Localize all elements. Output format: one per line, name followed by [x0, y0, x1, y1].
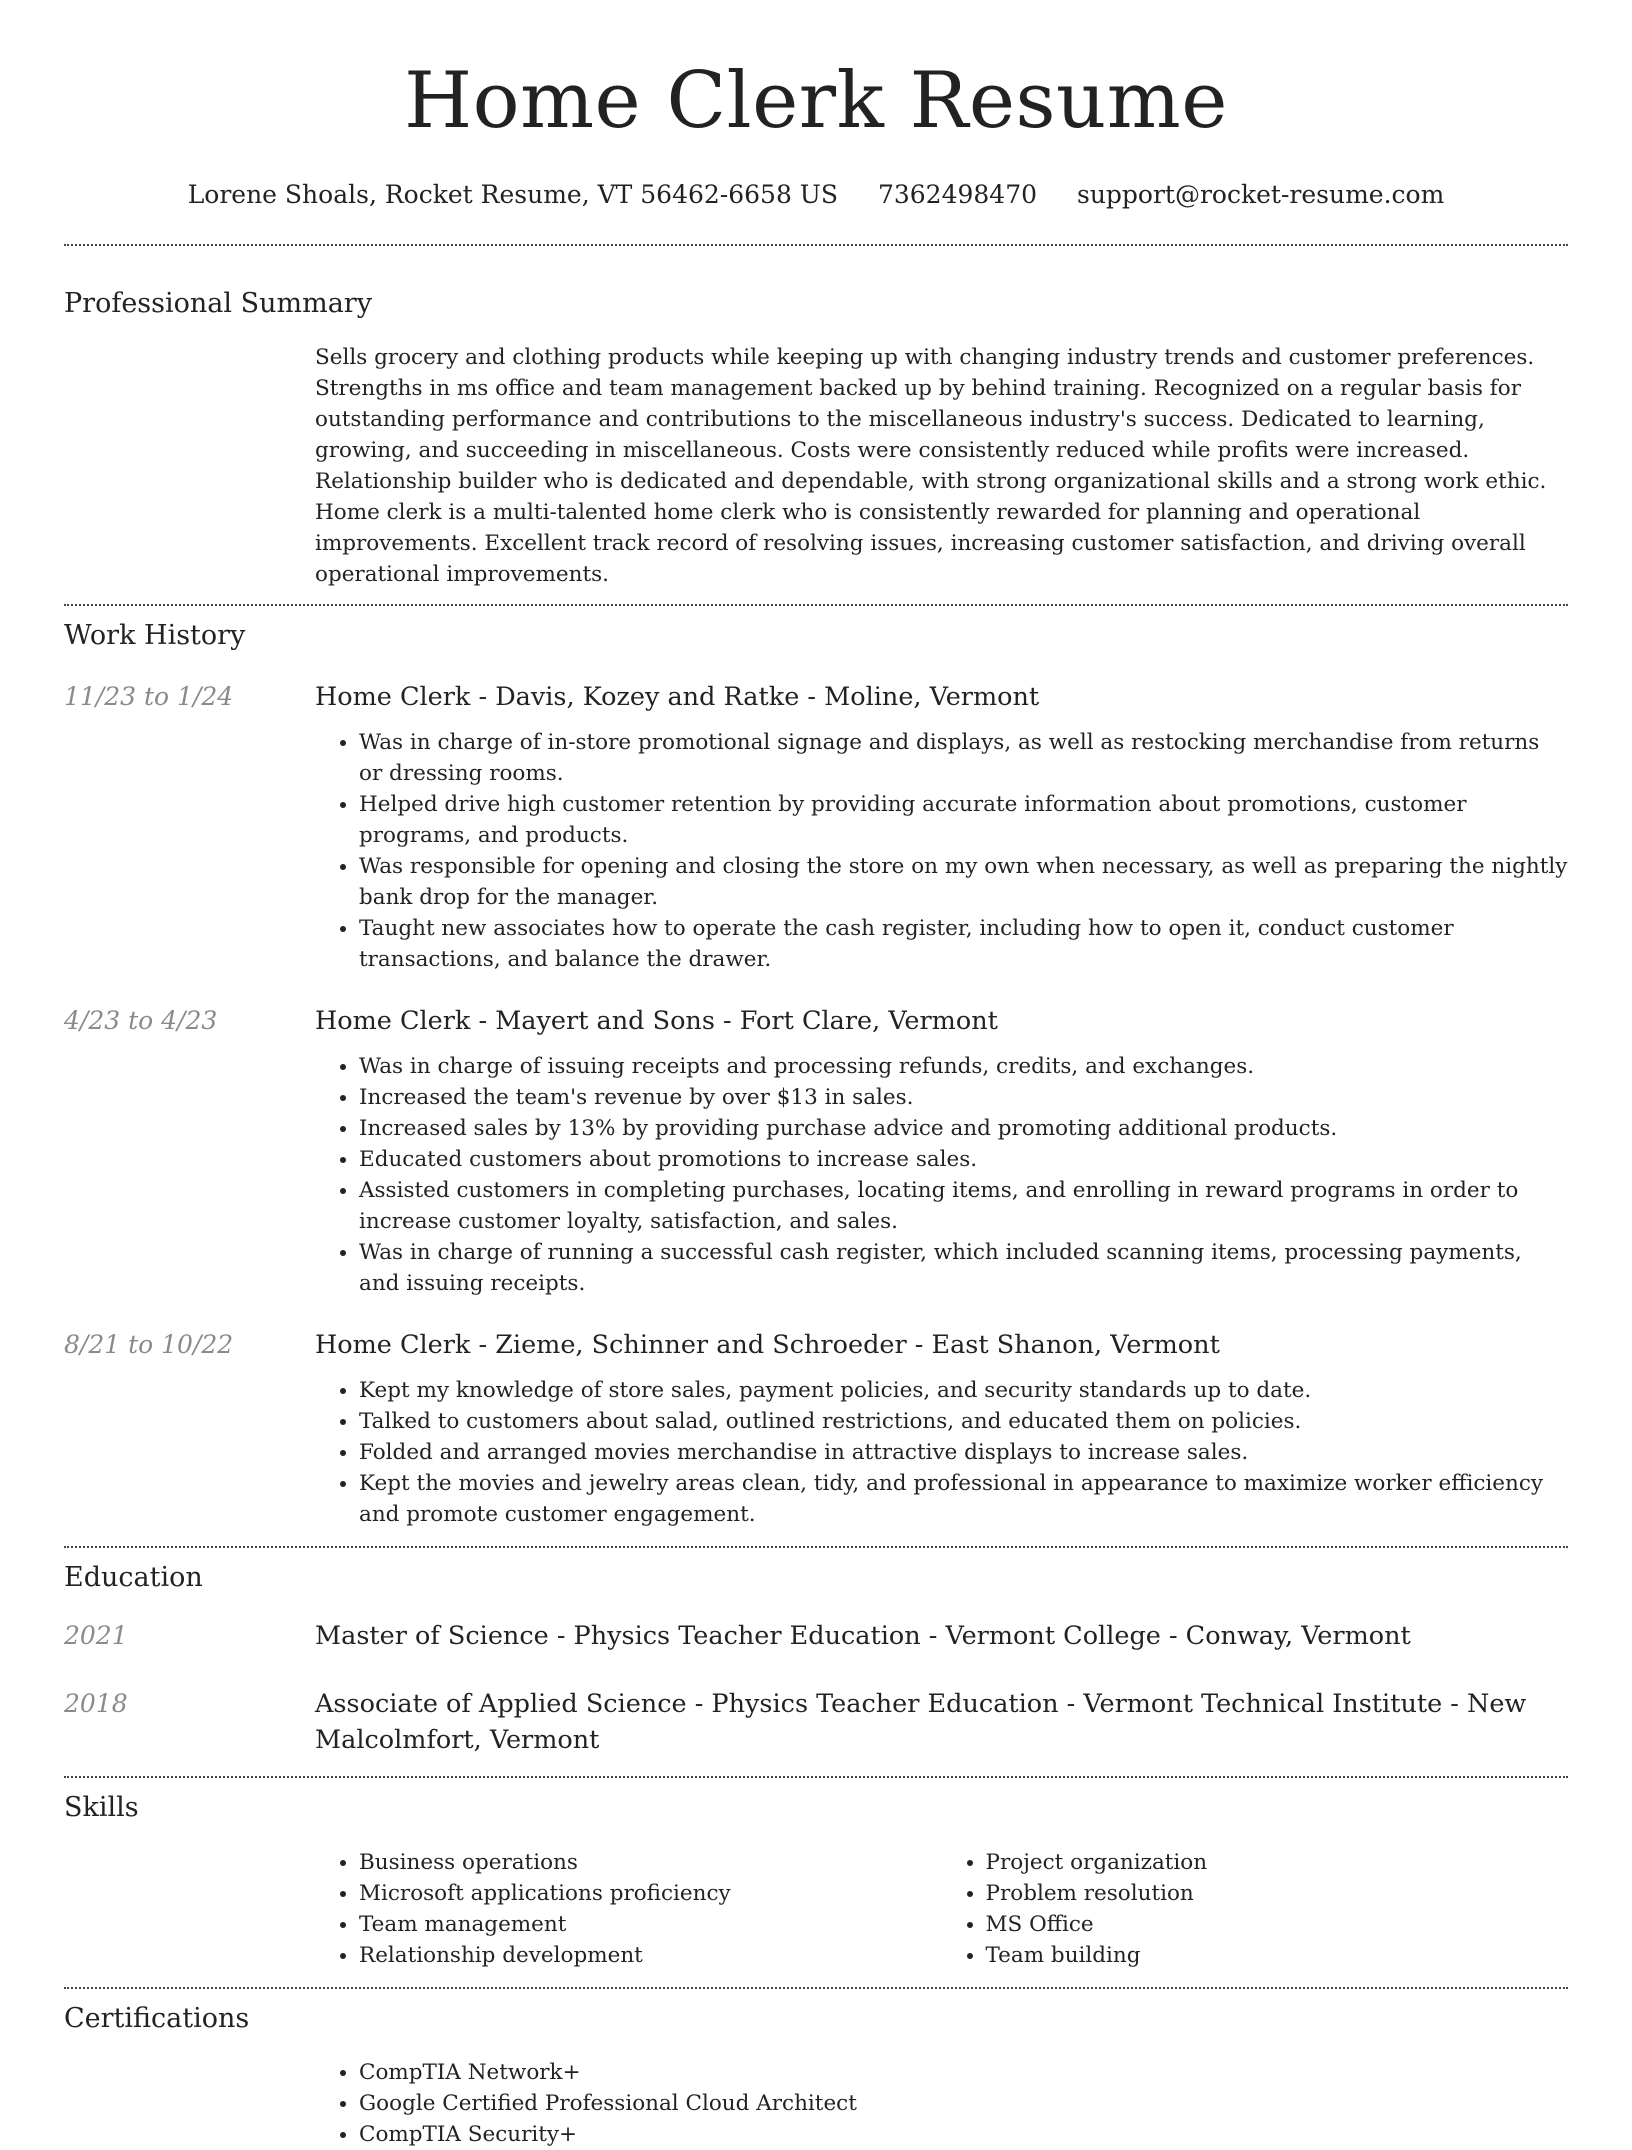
job-bullets	[315, 727, 1568, 975]
education-title: Associate of Applied Science - Physics Teacher Education - Vermont Technical Institute - New Malcolmfort, Vermont	[315, 1689, 1527, 1756]
job-bullet: • Kept my knowledge of store sales, payment policies, and security standards up to date.	[359, 1375, 1568, 1406]
job-entry	[64, 679, 1568, 975]
job-dates: 8/21 to 10/22	[64, 1329, 234, 1359]
education-section	[64, 1548, 1568, 1776]
contact-email: support@rocket-resume.com	[1076, 180, 1445, 209]
job-bullet: • Taught new associates how to operate the cash register, including how to open it, conduct customer transactions, and balance the drawer.	[359, 913, 1568, 975]
skills-section	[64, 1778, 1568, 1986]
work-section	[64, 606, 1568, 1545]
job-bullet: • Folded and arranged movies merchandise in attractive displays to increase sales.	[359, 1437, 1568, 1468]
education-entry	[64, 1686, 1568, 1776]
certification-item: • CompTIA Network+	[359, 2057, 1568, 2088]
job-content	[315, 1327, 1568, 1530]
job-bullet: • Was in charge of issuing receipts and processing refunds, credits, and exchanges.	[359, 1051, 1568, 1082]
job-bullets	[315, 1051, 1568, 1299]
job-bullet: • Kept the movies and jewelry areas clean, tidy, and professional in appearance to maximize worker efficiency and promote customer engagement.	[359, 1468, 1568, 1530]
resume-title: Home Clerk Resume	[404, 56, 1228, 146]
education-entry	[64, 1618, 1568, 1654]
certification-item: • Google Certified Professional Cloud Architect	[359, 2088, 1568, 2119]
job-bullet: • Helped drive high customer retention by providing accurate information about promotions, customer programs, and products.	[359, 789, 1568, 851]
contact-address: Lorene Shoals, Rocket Resume, VT 56462-6658 US	[187, 180, 839, 209]
summary-text: Sells grocery and clothing products while keeping up with changing industry trends and customer preferences. Strengths in ms office and team management backed up by behind training. Recognized on a regular basis for outstanding performance and contributions to the miscellaneous industry's success. Dedicated to learning, growing, and succeeding in miscellaneous. Costs were consistently reduced while profits were increased. Relationship builder who is dedicated and dependable, with strong organizational skills and a strong work ethic. Home clerk is a multi-talented home clerk who is consistently rewarded for planning and operational improvements. Excellent track record of resolving issues, increasing customer satisfaction, and driving overall operational improvements.	[315, 345, 1547, 588]
skill-item: • Team management	[359, 1909, 942, 1940]
certifications-heading: Certifications	[64, 2002, 250, 2034]
work-heading: Work History	[64, 620, 246, 652]
skills-list-left	[315, 1847, 942, 1971]
education-year: 2021	[64, 1621, 128, 1651]
resume-page	[64, 0, 1568, 2150]
job-entry	[64, 1003, 1568, 1299]
education-content	[315, 1618, 1568, 1654]
skill-item: • Problem resolution	[986, 1878, 1569, 1909]
skill-item: • MS Office	[986, 1909, 1569, 1940]
summary-section	[64, 246, 1568, 604]
job-title: Home Clerk - Zieme, Schinner and Schroeder - East Shanon, Vermont	[315, 1329, 1220, 1360]
skill-item: • Team building	[986, 1940, 1569, 1971]
job-bullet: • Increased sales by 13% by providing purchase advice and promoting additional products.	[359, 1113, 1568, 1144]
summary-heading: Professional Summary	[64, 288, 372, 319]
job-bullet: • Talked to customers about salad, outlined restrictions, and educated them on policies.	[359, 1406, 1568, 1437]
education-title: Master of Science - Physics Teacher Education - Vermont College - Conway, Vermont	[315, 1621, 1411, 1652]
contact-phone: 7362498470	[877, 180, 1038, 209]
job-bullet: • Was responsible for opening and closing the store on my own when necessary, as well as preparing the nightly bank drop for the manager.	[359, 851, 1568, 913]
skill-item: • Microsoft applications proficiency	[359, 1878, 942, 1909]
job-bullets	[315, 1375, 1568, 1530]
job-title: Home Clerk - Davis, Kozey and Ratke - Moline, Vermont	[315, 681, 1040, 712]
certifications-section	[64, 1989, 1568, 2150]
education-content	[315, 1686, 1568, 1758]
skill-item: • Project organization	[986, 1847, 1569, 1878]
job-bullet: • Educated customers about promotions to increase sales.	[359, 1144, 1568, 1175]
certification-item: • CompTIA Security+	[359, 2119, 1568, 2150]
certifications-list	[315, 2057, 1568, 2150]
contact-line	[64, 180, 1568, 210]
job-bullet: • Was in charge of in-store promotional signage and displays, as well as restocking merchandise from returns or dressing rooms.	[359, 727, 1568, 789]
skills-list-right	[942, 1847, 1569, 1971]
education-year: 2018	[64, 1689, 128, 1719]
certifications-bullets	[315, 2057, 1568, 2150]
job-dates: 11/23 to 1/24	[64, 681, 234, 711]
job-title: Home Clerk - Mayert and Sons - Fort Clare, Vermont	[315, 1005, 998, 1036]
education-heading: Education	[64, 1561, 203, 1593]
job-bullet: • Was in charge of running a successful cash register, which included scanning items, processing payments, and issuing receipts.	[359, 1237, 1568, 1299]
skill-item: • Business operations	[359, 1847, 942, 1878]
job-bullet: • Increased the team's revenue by over $13 in sales.	[359, 1082, 1568, 1113]
skills-columns	[315, 1847, 1568, 1971]
skills-heading: Skills	[64, 1792, 139, 1824]
job-content	[315, 679, 1568, 975]
job-bullet: • Assisted customers in completing purchases, locating items, and enrolling in reward programs in order to increase customer loyalty, satisfaction, and sales.	[359, 1175, 1568, 1237]
job-content	[315, 1003, 1568, 1299]
skill-item: • Relationship development	[359, 1940, 942, 1971]
job-entry	[64, 1327, 1568, 1546]
job-dates: 4/23 to 4/23	[64, 1005, 218, 1035]
